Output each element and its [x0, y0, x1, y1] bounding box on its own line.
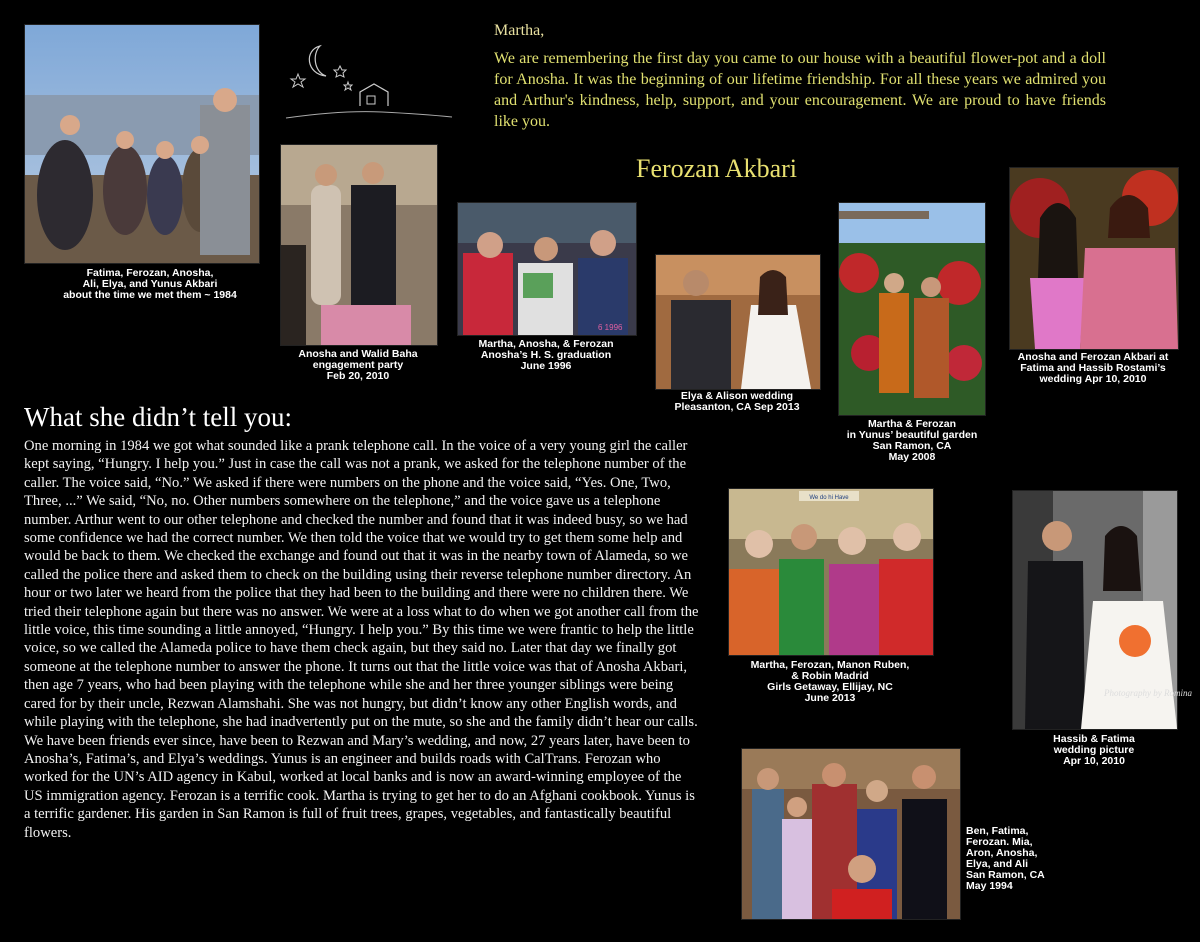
photo-graduation — [457, 202, 637, 336]
caption-girls-getaway: Martha, Ferozan, Manon Ruben, & Robin Madrid Girls Getaway, Ellijay, NC June 2013 — [750, 659, 910, 704]
photo-elya-wedding — [655, 254, 821, 390]
letter-signature: Ferozan Akbari — [636, 154, 798, 183]
photo-family-1984 — [24, 24, 260, 264]
story-body: One morning in 1984 we got what sounded like a prank telephone call. In the voice of a very young girl the caller kept saying, “Hungry. I help you.” Just in case the call was not a prank, we asked for the telephone number of the caller. The voice said, “No.” We asked if there were numbers on the phone and the voice said, “Yes. One, Two, Three, ...” We said, “No, no. Other numbers somewhere on the telephone,” and the voice gave us a telephone number. Arthur went to our other telephone and checked the number and found that it was indeed busy, so we had some confidence we had the correct number. We then told the voice that we would try to get them some help and would be back to them. We checked the exchange and found out that it was in the nearby town of Alameda, so we called the police there and asked them to check on the building using their reverse telephone number directory. An hour or two later we heard from the police that they had been to the building and there were no children there. We tried their telephone again but there was no answer. We were at a loss what to do when we got another call from the little voice, this time sounding a little annoyed, “Hungry. I help you.” By this time we were frantic to help the little voice, so we called the Alameda police to have them check again, but they said no. Later that day we finally got someone at the telephone number to answer the phone. It turns out that the little voice was that of Anosha Akbari, then age 7 years, who had been playing with the telephone while she and her three younger siblings were being cared for by their uncle, Rezwan Alamshahi. She was not hungry, but didn’t know any other English words, and while playing with the telephone, she had inadvertently put on the mute, so she and the family didn’t hear our calls. We have been friends ever since, have been to Rezwan and Mary’s wedding, and now, 27 years later, have been to Anosha’s, Fatima’s, and Elya’s weddings. Yunus is an engineer and builds roads with CalTrans. Ferozan who worked for the UN’s AID agency in Kabul, worked at local banks and is now an award-winning employee of the US immigration agency. Ferozan is a terrific cook. Martha is trying to get her to do an Afghani cookbook. Yunus is a terrific gardener. His garden in San Ramon is full of fruit trees, grapes, vegetables, and fantastically beautiful flowers. — [24, 438, 699, 841]
photo-fatima-wedding — [1012, 490, 1192, 730]
letter-salutation: Martha, — [494, 22, 545, 39]
caption-elya-wedding: Elya & Alison wedding Pleasanton, CA Sep 2013 — [674, 390, 800, 413]
caption-fatima-wedding: Hassib & Fatima wedding picture Apr 10, 2010 — [1053, 733, 1135, 767]
caption-garden: Martha & Ferozan in Yunus’ beautiful garden San Ramon, CA May 2008 — [846, 418, 978, 463]
graduation-date-stamp: 6 1996 — [598, 323, 623, 332]
caption-engagement: Anosha and Walid Baha engagement party Feb 20, 2010 — [298, 348, 418, 382]
caption-family-1994: Ben, Fatima, Ferozan. Mia, Aron, Anosha, Elya, and Ali San Ramon, CA May 1994 — [966, 825, 1045, 892]
photo-garden — [838, 202, 986, 416]
story-title: What she didn’t tell you: — [24, 402, 292, 432]
photographer-watermark: Photography by Romina — [1104, 688, 1192, 698]
photo-girls-getaway — [728, 488, 934, 656]
caption-rostami-wedding: Anosha and Ferozan Akbari at Fatima and Hassib Rostami’s wedding Apr 10, 2010 — [1017, 351, 1169, 385]
photo-family-1994 — [741, 748, 961, 920]
photo-rostami-wedding — [1009, 167, 1179, 350]
photo-engagement — [280, 144, 438, 346]
store-sign-text: We do hi Have — [809, 495, 849, 501]
caption-family-1984: Fatima, Ferozan, Anosha, Ali, Elya, and Yunus Akbari about the time we met them ~ 1984 — [63, 267, 237, 301]
caption-graduation: Martha, Anosha, & Ferozan Anosha’s H. S. graduation June 1996 — [478, 338, 614, 372]
moon-stars-house-doodle-icon — [282, 40, 454, 126]
letter-body: We are remembering the first day you came to our house with a beautiful flower-pot and a doll for Anosha. It was the beginning of our lifetime friendship. For all these years we admired you and Arthur's kindness, help, support, and your encouragement. We are proud to have friends like you. — [494, 50, 1106, 130]
